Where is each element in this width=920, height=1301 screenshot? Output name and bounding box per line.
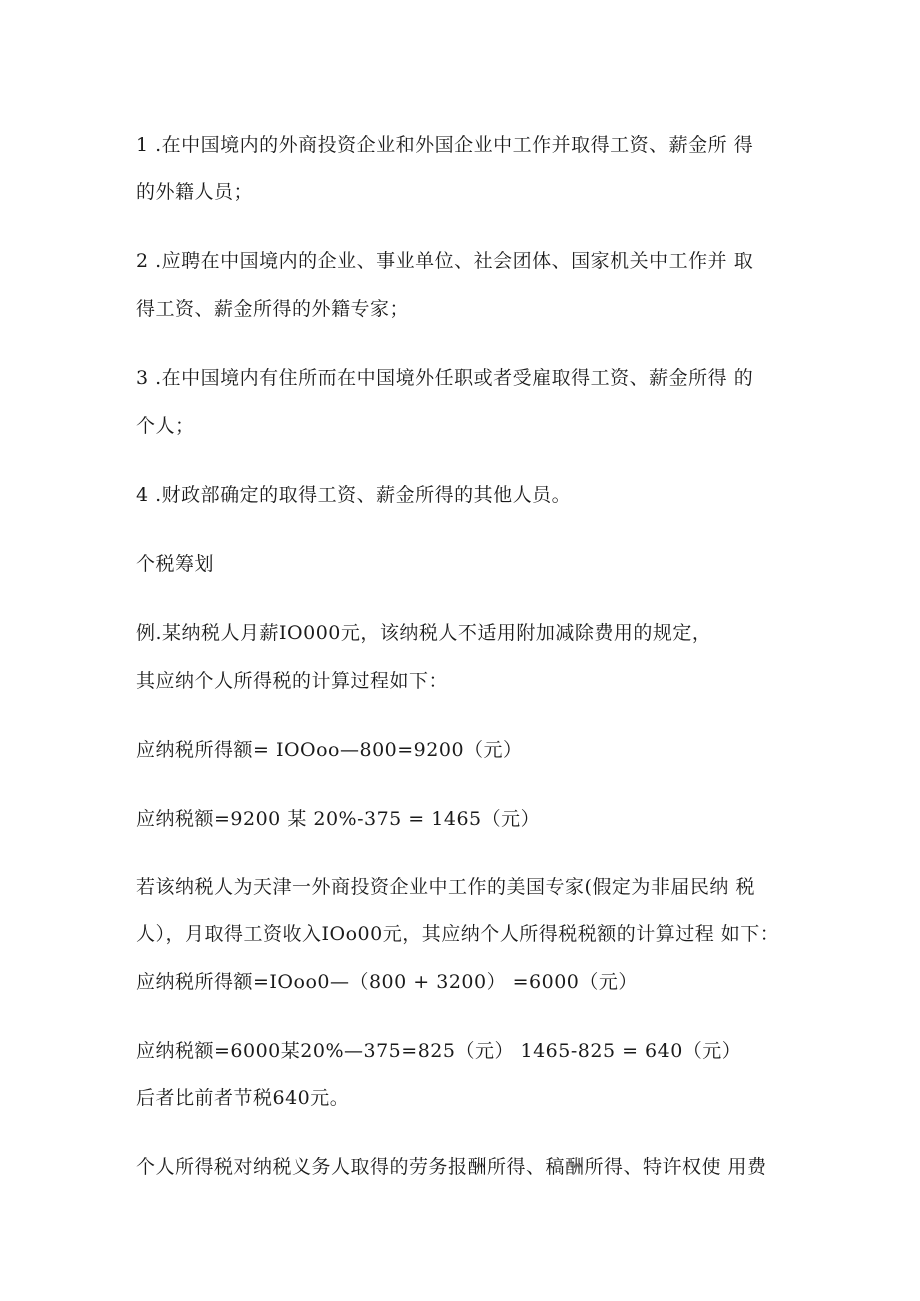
example-paragraph-line-2: 其应纳个人所得税的计算过程如下： xyxy=(136,670,449,692)
formula-taxable-income-2: 应纳税所得额=IOoo0—（800 + 3200） =6000（元） xyxy=(136,971,638,993)
list-item-1-line-1: 1 .在中国境内的外商投资企业和外国企业中工作并取得工资、薪金所 得 xyxy=(136,134,754,156)
list-item-1-line-2: 的外籍人员； xyxy=(136,181,254,203)
formula-tax-amount-1: 应纳税额=9200 某 20%-375 = 1465（元） xyxy=(136,808,541,830)
list-item-3-line-1: 3 .在中国境内有住所而在中国境外任职或者受雇取得工资、薪金所得 的 xyxy=(136,367,754,389)
savings-statement: 后者比前者节税640元。 xyxy=(136,1087,350,1109)
list-item-2-line-2: 得工资、薪金所得的外籍专家； xyxy=(136,298,410,320)
section-heading: 个税筹划 xyxy=(136,553,215,575)
list-item-4: 4 .财政部确定的取得工资、薪金所得的其他人员。 xyxy=(136,484,572,506)
example-paragraph-line-1: 例.某纳税人月薪IO000元，该纳税人不适用附加减除费用的规定， xyxy=(136,622,712,644)
closing-paragraph-line-1: 个人所得税对纳税义务人取得的劳务报酬所得、稿酬所得、特许权使 用费 xyxy=(136,1156,767,1178)
list-item-3-line-2: 个人； xyxy=(136,415,195,437)
formula-taxable-income-1: 应纳税所得额= IOOoo—800=9200（元） xyxy=(136,739,523,761)
example-paragraph-2-line-1: 若该纳税人为天津一外商投资企业中工作的美国专家(假定为非届民纳 税 xyxy=(136,876,755,898)
formula-tax-amount-2: 应纳税额=6000某20%—375=825（元） 1465-825 = 640（元） xyxy=(136,1040,742,1062)
example-paragraph-2-line-2: 人），月取得工资收入IOo00元，其应纳个人所得税税额的计算过程 如下： xyxy=(136,923,780,945)
list-item-2-line-1: 2 .应聘在中国境内的企业、事业单位、社会团体、国家机关中工作并 取 xyxy=(136,250,754,272)
